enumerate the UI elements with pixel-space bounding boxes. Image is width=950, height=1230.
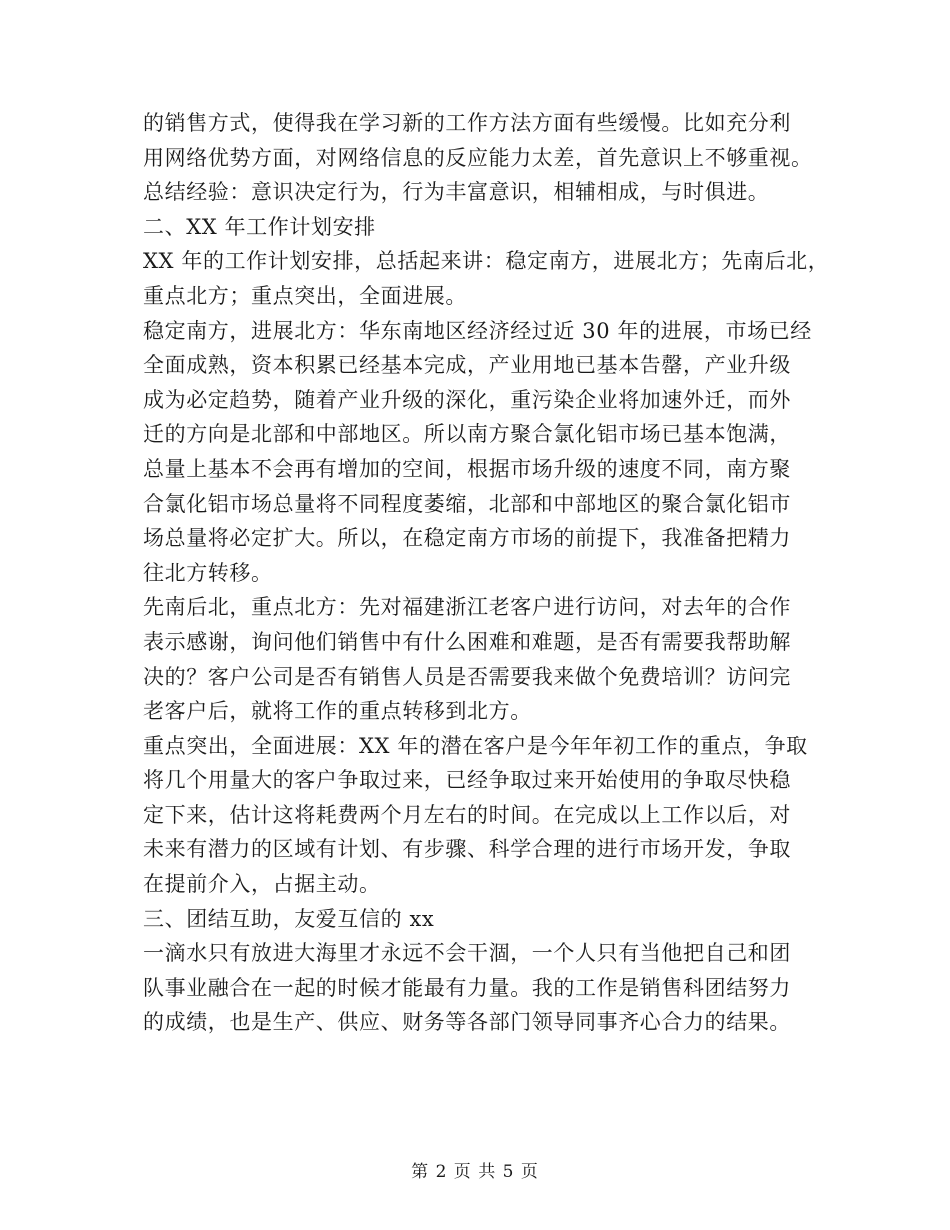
page-number: 第 2 页 共 5 页 <box>411 1162 539 1182</box>
text-line: 决的？客户公司是否有销售人员是否需要我来做个免费培训？访问完 <box>143 664 791 689</box>
text-line: 在提前介入，占据主动。 <box>143 872 381 897</box>
page-footer <box>0 1157 950 1182</box>
text-line: 用网络优势方面，对网络信息的反应能力太差，首先意识上不够重视。 <box>143 145 813 170</box>
text-line: 一滴水只有放进大海里才永远不会干涸，一个人只有当他把自己和团 <box>143 941 791 966</box>
text-line: 重点北方；重点突出，全面进展。 <box>143 283 467 308</box>
text-line: XX 年的工作计划安排，总括起来讲：稳定南方，进展北方；先南后北， <box>143 249 830 274</box>
text-line: 成为必定趋势，随着产业升级的深化，重污染企业将加速外迁，而外 <box>143 387 791 412</box>
text-line: 重点突出，全面进展：XX 年的潜在客户是今年年初工作的重点，争取 <box>143 733 808 758</box>
document-body <box>143 106 830 1040</box>
text-line: 稳定南方，进展北方：华东南地区经济经过近 30 年的进展，市场已经 <box>143 318 812 343</box>
text-line: 未来有潜力的区域有计划、有步骤、科学合理的进行市场开发，争取 <box>143 837 791 862</box>
text-line: 定下来，估计这将耗费两个月左右的时间。在完成以上工作以后，对 <box>143 802 791 827</box>
text-line: 场总量将必定扩大。所以，在稳定南方市场的前提下，我准备把精力 <box>143 526 791 551</box>
text-line: 的成绩，也是生产、供应、财务等各部门领导同事齐心合力的结果。 <box>143 1010 791 1035</box>
text-line: 合氯化铝市场总量将不同程度萎缩，北部和中部地区的聚合氯化铝市 <box>143 491 791 516</box>
text-line: 总量上基本不会再有增加的空间，根据市场升级的速度不同，南方聚 <box>143 456 791 481</box>
text-line: 往北方转移。 <box>143 560 273 585</box>
section-heading: 二、XX 年工作计划安排 <box>143 214 376 239</box>
text-line: 表示感谢，询问他们销售中有什么困难和难题，是否有需要我帮助解 <box>143 629 791 654</box>
text-line: 老客户后，就将工作的重点转移到北方。 <box>143 699 532 724</box>
text-line: 队事业融合在一起的时候才能最有力量。我的工作是销售科团结努力 <box>143 975 791 1000</box>
section-heading: 三、团结互助，友爱互信的 xx <box>143 906 435 931</box>
text-line: 的销售方式，使得我在学习新的工作方法方面有些缓慢。比如充分利 <box>143 111 791 135</box>
text-line: 先南后北，重点北方：先对福建浙江老客户进行访问，对去年的合作 <box>143 595 791 620</box>
text-line: 全面成熟，资本积累已经基本完成，产业用地已基本告罄，产业升级 <box>143 353 791 378</box>
text-line: 将几个用量大的客户争取过来，已经争取过来开始使用的争取尽快稳 <box>143 768 791 793</box>
text-line: 总结经验：意识决定行为，行为丰富意识，相辅相成，与时俱进。 <box>143 180 770 205</box>
text-line: 迁的方向是北部和中部地区。所以南方聚合氯化铝市场已基本饱满， <box>143 422 791 447</box>
